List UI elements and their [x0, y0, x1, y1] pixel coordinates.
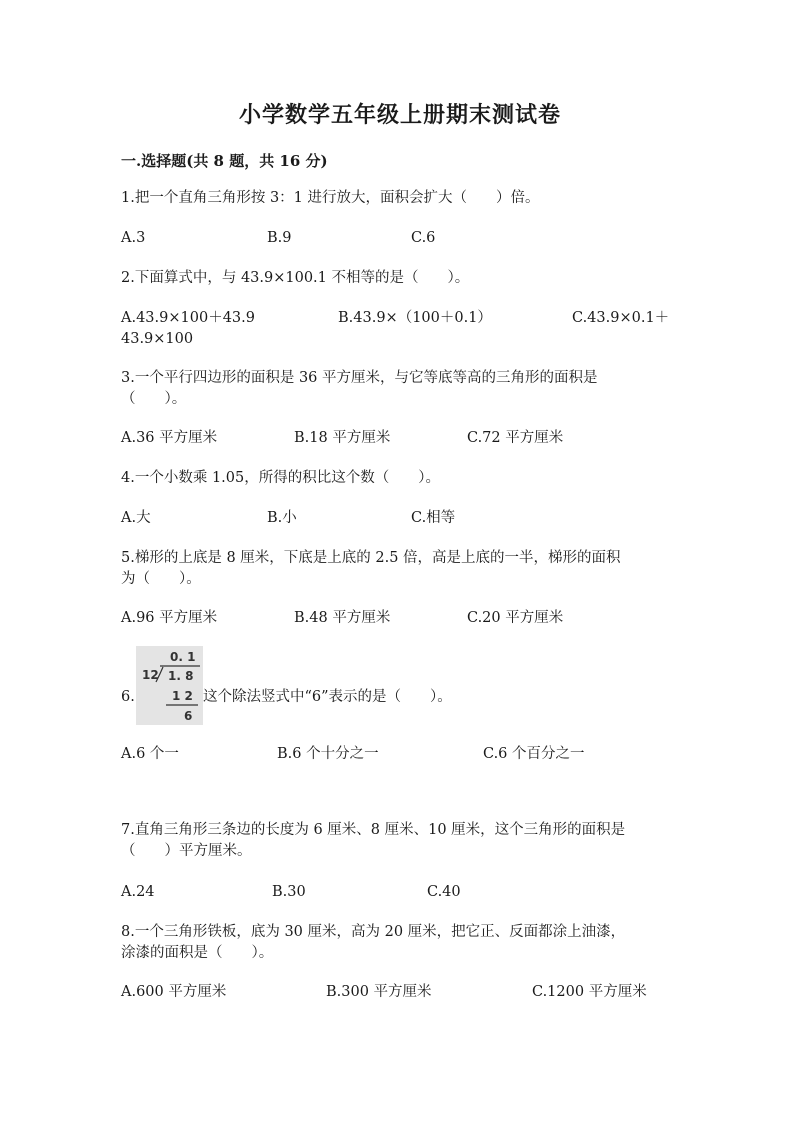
long-division-figure [136, 646, 203, 725]
q6-option-c[interactable]: C.6 个百分之一 [483, 746, 585, 762]
q7-option-c[interactable]: C.40 [427, 884, 461, 900]
figure-divisor: 12 [142, 668, 159, 682]
question-3-line-2: （ ）。 [121, 391, 187, 407]
q2-option-c-continued: 43.9×100 [121, 331, 194, 347]
q1-option-b[interactable]: B.9 [267, 230, 292, 246]
q2-option-b[interactable]: B.43.9×（100＋0.1） [338, 310, 492, 326]
question-5-line-2: 为（ ）。 [121, 571, 201, 587]
question-1: 1.把一个直角三角形按 3：1 进行放大，面积会扩大（ ）倍。 [121, 190, 540, 206]
q1-option-a[interactable]: A.3 [121, 230, 146, 246]
question-8-line-1: 8.一个三角形铁板，底为 30 厘米，高为 20 厘米，把它正、反面都涂上油漆， [121, 924, 626, 940]
figure-remainder: 6 [184, 709, 193, 723]
figure-dividend: 1. 8 [168, 669, 194, 683]
q4-option-b[interactable]: B.小 [267, 510, 297, 526]
q8-option-b[interactable]: B.300 平方厘米 [326, 984, 432, 1000]
q3-option-b[interactable]: B.18 平方厘米 [294, 430, 391, 446]
q8-option-a[interactable]: A.600 平方厘米 [121, 984, 227, 1000]
q4-option-c[interactable]: C.相等 [411, 510, 456, 526]
question-8-line-2: 涂漆的面积是（ ）。 [121, 945, 274, 961]
q5-option-a[interactable]: A.96 平方厘米 [121, 610, 218, 626]
section-heading: 一.选择题(共 8 题，共 16 分) [121, 152, 328, 170]
q3-option-c[interactable]: C.72 平方厘米 [467, 430, 564, 446]
question-4: 4.一个小数乘 1.05，所得的积比这个数（ ）。 [121, 470, 440, 486]
page-title: 小学数学五年级上册期末测试卷 [238, 102, 561, 128]
question-7-line-1: 7.直角三角形三条边的长度为 6 厘米、8 厘米、10 厘米，这个三角形的面积是 [121, 822, 626, 838]
figure-quotient: 0. 1 [170, 650, 196, 664]
q1-option-c[interactable]: C.6 [411, 230, 436, 246]
question-2: 2.下面算式中，与 43.9×100.1 不相等的是（ ）。 [121, 270, 470, 286]
question-3-line-1: 3.一个平行四边形的面积是 36 平方厘米，与它等底等高的三角形的面积是 [121, 370, 598, 386]
question-6-text: 这个除法竖式中“6”表示的是（ ）。 [203, 689, 452, 705]
question-7-line-2: （ ）平方厘米。 [121, 843, 252, 859]
q2-option-a[interactable]: A.43.9×100＋43.9 [121, 310, 255, 326]
q7-option-a[interactable]: A.24 [121, 884, 155, 900]
q7-option-b[interactable]: B.30 [272, 884, 306, 900]
q2-option-c[interactable]: C.43.9×0.1＋ [572, 310, 670, 326]
q3-option-a[interactable]: A.36 平方厘米 [121, 430, 218, 446]
q5-option-c[interactable]: C.20 平方厘米 [467, 610, 564, 626]
q5-option-b[interactable]: B.48 平方厘米 [294, 610, 391, 626]
q6-option-a[interactable]: A.6 个一 [121, 746, 179, 762]
question-5-line-1: 5.梯形的上底是 8 厘米，下底是上底的 2.5 倍，高是上底的一半，梯形的面积 [121, 550, 621, 566]
figure-product: 1 2 [172, 689, 193, 703]
q4-option-a[interactable]: A.大 [121, 510, 151, 526]
q8-option-c[interactable]: C.1200 平方厘米 [532, 984, 647, 1000]
question-6-number: 6. [121, 689, 135, 705]
q6-option-b[interactable]: B.6 个十分之一 [277, 746, 379, 762]
